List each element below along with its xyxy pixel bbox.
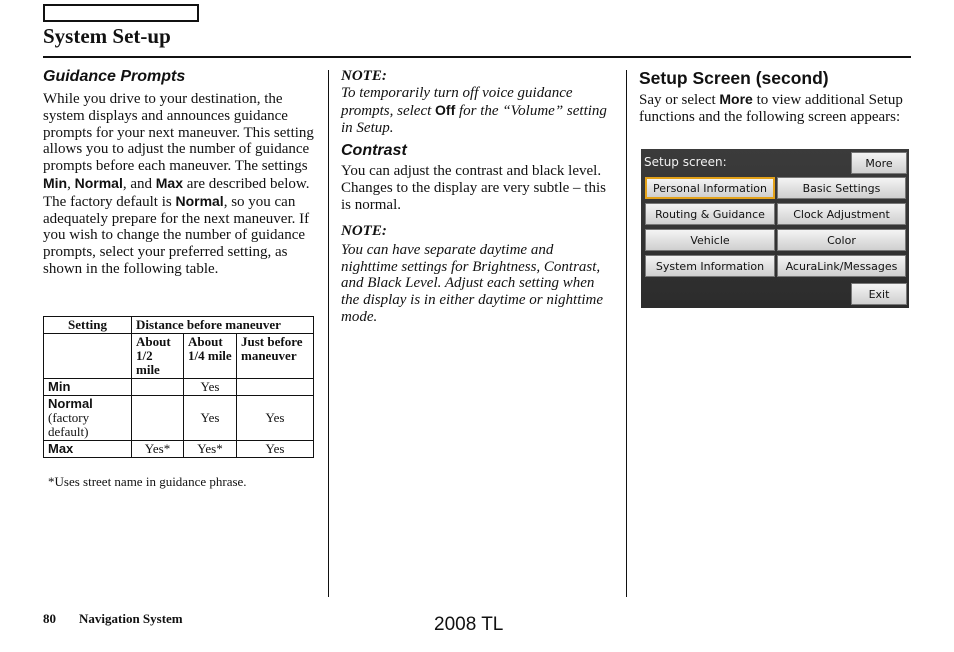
table-cell-empty bbox=[44, 334, 132, 379]
header-setting: Setting bbox=[44, 317, 132, 334]
color-button[interactable]: Color bbox=[777, 229, 906, 251]
note-text: for the “Volume” setting in Setup. bbox=[341, 102, 607, 136]
title-rule bbox=[43, 56, 911, 58]
table-row bbox=[44, 379, 314, 396]
table-footnote: *Uses street name in guidance phrase. bbox=[48, 474, 247, 489]
more-term: More bbox=[719, 91, 753, 107]
table-cell bbox=[132, 379, 184, 396]
table-subheader-row bbox=[44, 334, 314, 379]
para-text: While you drive to your destination, the system displays and announces guidance prompts for your next maneuver. This setting allows you to adjust the number of guidance prompts before each maneuver. The settings bbox=[43, 91, 314, 175]
system-information-button[interactable]: System Information bbox=[645, 255, 775, 277]
note-text: To temporarily turn off voice guidance prompts, select bbox=[341, 85, 573, 119]
screen-title: Setup screen: bbox=[644, 155, 727, 169]
acuralink-messages-button[interactable]: AcuraLink/Messages bbox=[777, 255, 906, 277]
table-cell: Yes bbox=[184, 396, 237, 441]
normal-default-term: Normal bbox=[175, 192, 224, 209]
table-header-row bbox=[44, 317, 314, 334]
exit-button[interactable]: Exit bbox=[851, 283, 907, 305]
personal-information-button[interactable]: Personal Information bbox=[645, 177, 775, 199]
table-cell: Yes* bbox=[184, 441, 237, 458]
basic-settings-button[interactable]: Basic Settings bbox=[777, 177, 906, 199]
header-quarter-mile: About 1/4 mile bbox=[184, 334, 237, 379]
setup-screen-text bbox=[639, 91, 911, 126]
row-label-normal bbox=[44, 396, 132, 441]
guidance-table bbox=[43, 316, 314, 458]
header-distance: Distance before maneuver bbox=[132, 317, 314, 334]
para-text: to view additional Setup functions and the following screen appears: bbox=[639, 92, 903, 125]
page-title: System Set-up bbox=[43, 24, 171, 48]
table-row bbox=[44, 396, 314, 441]
normal-term: Normal bbox=[74, 174, 123, 191]
note2-heading: NOTE: bbox=[341, 222, 387, 239]
note2-text: You can have separate daytime and nighttime settings for Brightness, Contrast, and Black Level. Adjust each setting when the display is in either daytime or nighttime mode. bbox=[341, 241, 604, 325]
para-text: Say or select bbox=[639, 92, 720, 108]
footer-model: 2008 TL bbox=[434, 614, 504, 635]
clock-adjustment-button[interactable]: Clock Adjustment bbox=[777, 203, 906, 225]
column-notes-contrast bbox=[341, 68, 611, 326]
guidance-prompts-heading: Guidance Prompts bbox=[43, 68, 186, 85]
header-just-before: Just before maneuver bbox=[237, 334, 314, 379]
row-label-normal-text: Normal bbox=[48, 396, 93, 411]
para-text: are described below. The factory default is bbox=[43, 175, 310, 210]
column-guidance-prompts bbox=[43, 68, 315, 489]
header-half-mile: About 1/2 mile bbox=[132, 334, 184, 379]
note1-heading: NOTE: bbox=[341, 68, 387, 84]
contrast-heading: Contrast bbox=[341, 142, 407, 160]
row-label-normal-sub: (factory default) bbox=[48, 410, 90, 439]
table-cell: Yes bbox=[237, 441, 314, 458]
column-divider-1 bbox=[328, 70, 329, 597]
more-button[interactable]: More bbox=[851, 152, 907, 174]
table-cell: Yes bbox=[184, 379, 237, 396]
routing-guidance-button[interactable]: Routing & Guidance bbox=[645, 203, 775, 225]
para-text: , and bbox=[122, 175, 156, 192]
setup-screen-image bbox=[641, 149, 909, 308]
header-tab-box bbox=[43, 4, 199, 22]
table-cell: Yes* bbox=[132, 441, 184, 458]
column-setup-screen bbox=[639, 68, 911, 126]
table-cell: Yes bbox=[237, 396, 314, 441]
off-term: Off bbox=[435, 101, 456, 118]
row-label-max: Max bbox=[44, 441, 132, 458]
max-term: Max bbox=[155, 174, 183, 191]
setup-screen-heading: Setup Screen (second) bbox=[639, 68, 829, 88]
row-label-min: Min bbox=[44, 379, 132, 396]
para-text: , so you can adequately prepare for the next maneuver. If you wish to change the number of guidance prompts, select your preferred setting, as shown in the following table. bbox=[43, 193, 310, 277]
guidance-prompts-paragraph bbox=[43, 91, 315, 278]
contrast-text: You can adjust the contrast and black level. Changes to the display are very subtle – this is normal. bbox=[341, 163, 606, 213]
table-cell bbox=[237, 379, 314, 396]
page-number: 80 bbox=[43, 611, 56, 626]
column-divider-2 bbox=[626, 70, 627, 597]
para-text: , bbox=[67, 175, 75, 192]
vehicle-button[interactable]: Vehicle bbox=[645, 229, 775, 251]
table-row bbox=[44, 441, 314, 458]
note1-text bbox=[341, 85, 611, 136]
table-cell bbox=[132, 396, 184, 441]
min-term: Min bbox=[43, 174, 68, 191]
footer-section-name: Navigation System bbox=[79, 611, 183, 626]
